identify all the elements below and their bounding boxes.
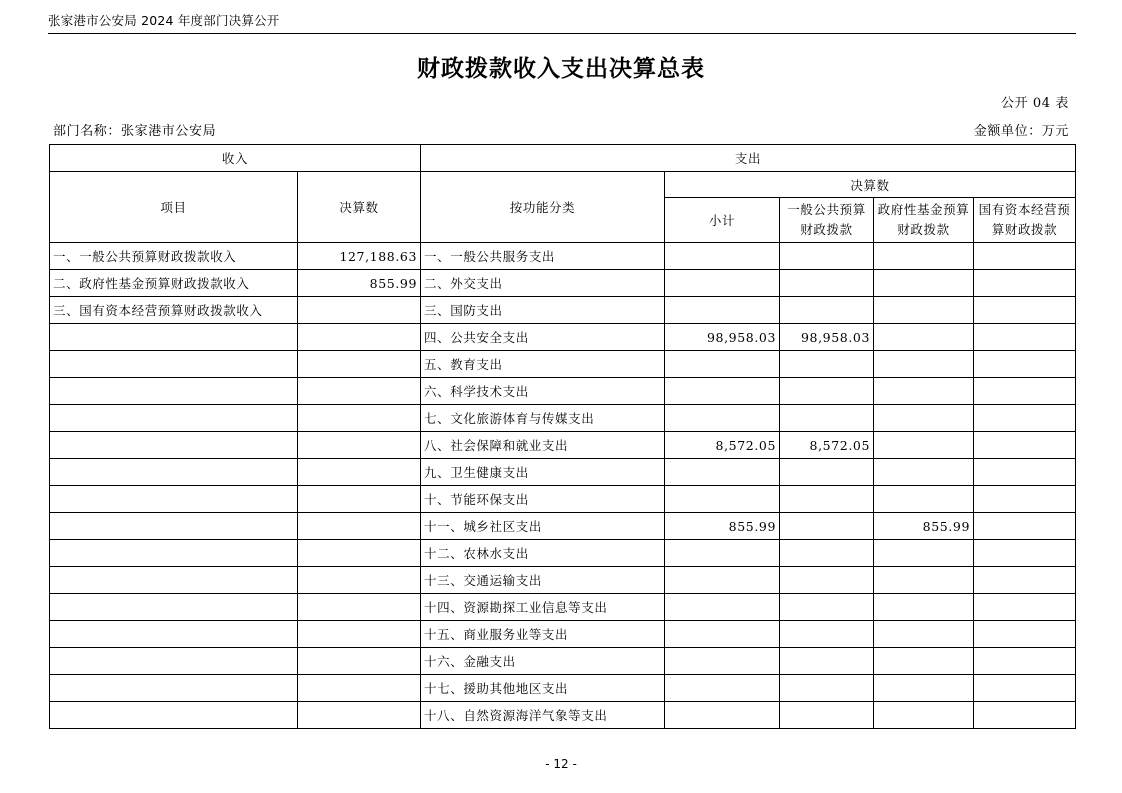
page-title: 财政拨款收入支出决算总表 <box>417 56 705 82</box>
general-budget-cell <box>780 270 874 297</box>
table-row <box>50 513 1076 540</box>
general-budget-cell <box>780 297 874 324</box>
income-amount-cell <box>298 648 421 675</box>
gov-fund-cell <box>874 540 974 567</box>
budget-summary-table <box>49 144 1076 729</box>
subtotal-cell <box>665 594 780 621</box>
gov-fund-cell <box>874 621 974 648</box>
table-row <box>50 486 1076 513</box>
gov-fund-cell <box>874 594 974 621</box>
income-amount-cell <box>298 405 421 432</box>
income-amount-cell <box>298 621 421 648</box>
table-row <box>50 297 1076 324</box>
gov-fund-cell: 855.99 <box>874 513 974 540</box>
general-budget-cell <box>780 378 874 405</box>
form-code: 公开 04 表 <box>1000 96 1069 111</box>
state-capital-cell <box>974 405 1076 432</box>
expense-item-cell: 七、文化旅游体育与传媒支出 <box>421 405 665 432</box>
expense-item-cell: 十一、城乡社区支出 <box>421 513 665 540</box>
subtotal-cell <box>665 405 780 432</box>
state-capital-cell <box>974 675 1076 702</box>
state-capital-cell <box>974 621 1076 648</box>
table-body <box>50 243 1076 729</box>
gov-fund-cell <box>874 405 974 432</box>
general-budget-cell <box>780 675 874 702</box>
income-amount-cell <box>298 378 421 405</box>
col-header-function-class: 按功能分类 <box>421 172 665 243</box>
subtotal-cell: 98,958.03 <box>665 324 780 351</box>
income-item-cell <box>50 621 298 648</box>
table-row <box>50 405 1076 432</box>
income-amount-cell <box>298 702 421 729</box>
col-header-subtotal: 小计 <box>665 198 780 243</box>
expense-item-cell: 十五、商业服务业等支出 <box>421 621 665 648</box>
table-row <box>50 594 1076 621</box>
general-budget-cell <box>780 567 874 594</box>
col-header-state-capital-budget: 国有资本经营预算财政拨款 <box>974 198 1076 243</box>
running-header: 张家港市公安局 2024 年度部门决算公开 <box>48 13 280 28</box>
general-budget-cell <box>780 594 874 621</box>
table-row <box>50 432 1076 459</box>
gov-fund-cell <box>874 432 974 459</box>
gov-fund-cell <box>874 486 974 513</box>
state-capital-cell <box>974 513 1076 540</box>
income-item-cell <box>50 594 298 621</box>
table-row <box>50 675 1076 702</box>
expense-item-cell: 十六、金融支出 <box>421 648 665 675</box>
expense-item-cell: 一、一般公共服务支出 <box>421 243 665 270</box>
general-budget-cell <box>780 513 874 540</box>
income-amount-cell: 855.99 <box>298 270 421 297</box>
subtotal-cell: 855.99 <box>665 513 780 540</box>
gov-fund-cell <box>874 648 974 675</box>
amount-unit: 金额单位：万元 <box>973 124 1069 139</box>
gov-fund-cell <box>874 675 974 702</box>
table-row <box>50 378 1076 405</box>
table-row <box>50 270 1076 297</box>
table-row <box>50 648 1076 675</box>
subtotal-cell <box>665 486 780 513</box>
table-row <box>50 567 1076 594</box>
col-header-general-budget: 一般公共预算财政拨款 <box>780 198 874 243</box>
gov-fund-cell <box>874 324 974 351</box>
general-budget-cell: 8,572.05 <box>780 432 874 459</box>
general-budget-cell <box>780 702 874 729</box>
income-amount-cell <box>298 459 421 486</box>
state-capital-cell <box>974 648 1076 675</box>
subtotal-cell: 8,572.05 <box>665 432 780 459</box>
income-item-cell <box>50 648 298 675</box>
general-budget-cell <box>780 648 874 675</box>
income-item-cell <box>50 702 298 729</box>
income-item-cell <box>50 324 298 351</box>
general-budget-cell <box>780 540 874 567</box>
income-item-cell <box>50 378 298 405</box>
state-capital-cell <box>974 432 1076 459</box>
state-capital-cell <box>974 243 1076 270</box>
expense-item-cell: 十七、援助其他地区支出 <box>421 675 665 702</box>
general-budget-cell <box>780 621 874 648</box>
expense-item-cell: 三、国防支出 <box>421 297 665 324</box>
gov-fund-cell <box>874 459 974 486</box>
subtotal-cell <box>665 621 780 648</box>
income-amount-cell <box>298 351 421 378</box>
state-capital-cell <box>974 378 1076 405</box>
gov-fund-cell <box>874 270 974 297</box>
income-header: 收入 <box>50 145 421 172</box>
income-item-cell: 三、国有资本经营预算财政拨款收入 <box>50 297 298 324</box>
subtotal-cell <box>665 297 780 324</box>
state-capital-cell <box>974 702 1076 729</box>
subtotal-cell <box>665 378 780 405</box>
col-header-gov-fund-budget: 政府性基金预算财政拨款 <box>874 198 974 243</box>
income-item-cell <box>50 405 298 432</box>
table-row <box>50 540 1076 567</box>
income-amount-cell <box>298 486 421 513</box>
table-row <box>50 459 1076 486</box>
income-amount-cell: 127,188.63 <box>298 243 421 270</box>
income-item-cell <box>50 351 298 378</box>
income-item-cell <box>50 675 298 702</box>
state-capital-cell <box>974 486 1076 513</box>
general-budget-cell <box>780 243 874 270</box>
subtotal-cell <box>665 459 780 486</box>
expense-item-cell: 十、节能环保支出 <box>421 486 665 513</box>
table-row <box>50 324 1076 351</box>
expense-header: 支出 <box>421 145 1076 172</box>
col-header-item: 项目 <box>50 172 298 243</box>
expense-item-cell: 十三、交通运输支出 <box>421 567 665 594</box>
income-item-cell: 二、政府性基金预算财政拨款收入 <box>50 270 298 297</box>
subtotal-cell <box>665 351 780 378</box>
gov-fund-cell <box>874 702 974 729</box>
subtotal-cell <box>665 702 780 729</box>
income-amount-cell <box>298 567 421 594</box>
state-capital-cell <box>974 540 1076 567</box>
gov-fund-cell <box>874 351 974 378</box>
expense-item-cell: 六、科学技术支出 <box>421 378 665 405</box>
table-row <box>50 243 1076 270</box>
general-budget-cell <box>780 486 874 513</box>
subtotal-cell <box>665 540 780 567</box>
gov-fund-cell <box>874 378 974 405</box>
header-rule <box>48 33 1076 34</box>
income-amount-cell <box>298 513 421 540</box>
state-capital-cell <box>974 594 1076 621</box>
col-header-final-amount: 决算数 <box>298 172 421 243</box>
expense-item-cell: 九、卫生健康支出 <box>421 459 665 486</box>
subtotal-cell <box>665 567 780 594</box>
expense-item-cell: 二、外交支出 <box>421 270 665 297</box>
state-capital-cell <box>974 351 1076 378</box>
subtotal-cell <box>665 243 780 270</box>
income-item-cell <box>50 459 298 486</box>
state-capital-cell <box>974 297 1076 324</box>
gov-fund-cell <box>874 567 974 594</box>
subtotal-cell <box>665 270 780 297</box>
page-number: - 12 - <box>545 757 577 771</box>
state-capital-cell <box>974 567 1076 594</box>
gov-fund-cell <box>874 297 974 324</box>
income-item-cell: 一、一般公共预算财政拨款收入 <box>50 243 298 270</box>
expense-item-cell: 八、社会保障和就业支出 <box>421 432 665 459</box>
income-amount-cell <box>298 594 421 621</box>
expense-item-cell: 十四、资源勘探工业信息等支出 <box>421 594 665 621</box>
state-capital-cell <box>974 324 1076 351</box>
income-item-cell <box>50 567 298 594</box>
table-row <box>50 621 1076 648</box>
income-amount-cell <box>298 675 421 702</box>
income-amount-cell <box>298 324 421 351</box>
state-capital-cell <box>974 270 1076 297</box>
general-budget-cell <box>780 459 874 486</box>
expense-item-cell: 五、教育支出 <box>421 351 665 378</box>
income-amount-cell <box>298 432 421 459</box>
general-budget-cell <box>780 351 874 378</box>
income-item-cell <box>50 486 298 513</box>
subtotal-cell <box>665 648 780 675</box>
department-name: 部门名称：张家港市公安局 <box>53 124 217 139</box>
col-header-final-group: 决算数 <box>665 172 1076 198</box>
general-budget-cell: 98,958.03 <box>780 324 874 351</box>
income-amount-cell <box>298 540 421 567</box>
subtotal-cell <box>665 675 780 702</box>
state-capital-cell <box>974 459 1076 486</box>
income-amount-cell <box>298 297 421 324</box>
gov-fund-cell <box>874 243 974 270</box>
table-row <box>50 702 1076 729</box>
expense-item-cell: 十八、自然资源海洋气象等支出 <box>421 702 665 729</box>
expense-item-cell: 十二、农林水支出 <box>421 540 665 567</box>
income-item-cell <box>50 540 298 567</box>
income-item-cell <box>50 432 298 459</box>
expense-item-cell: 四、公共安全支出 <box>421 324 665 351</box>
income-item-cell <box>50 513 298 540</box>
general-budget-cell <box>780 405 874 432</box>
table-row <box>50 351 1076 378</box>
